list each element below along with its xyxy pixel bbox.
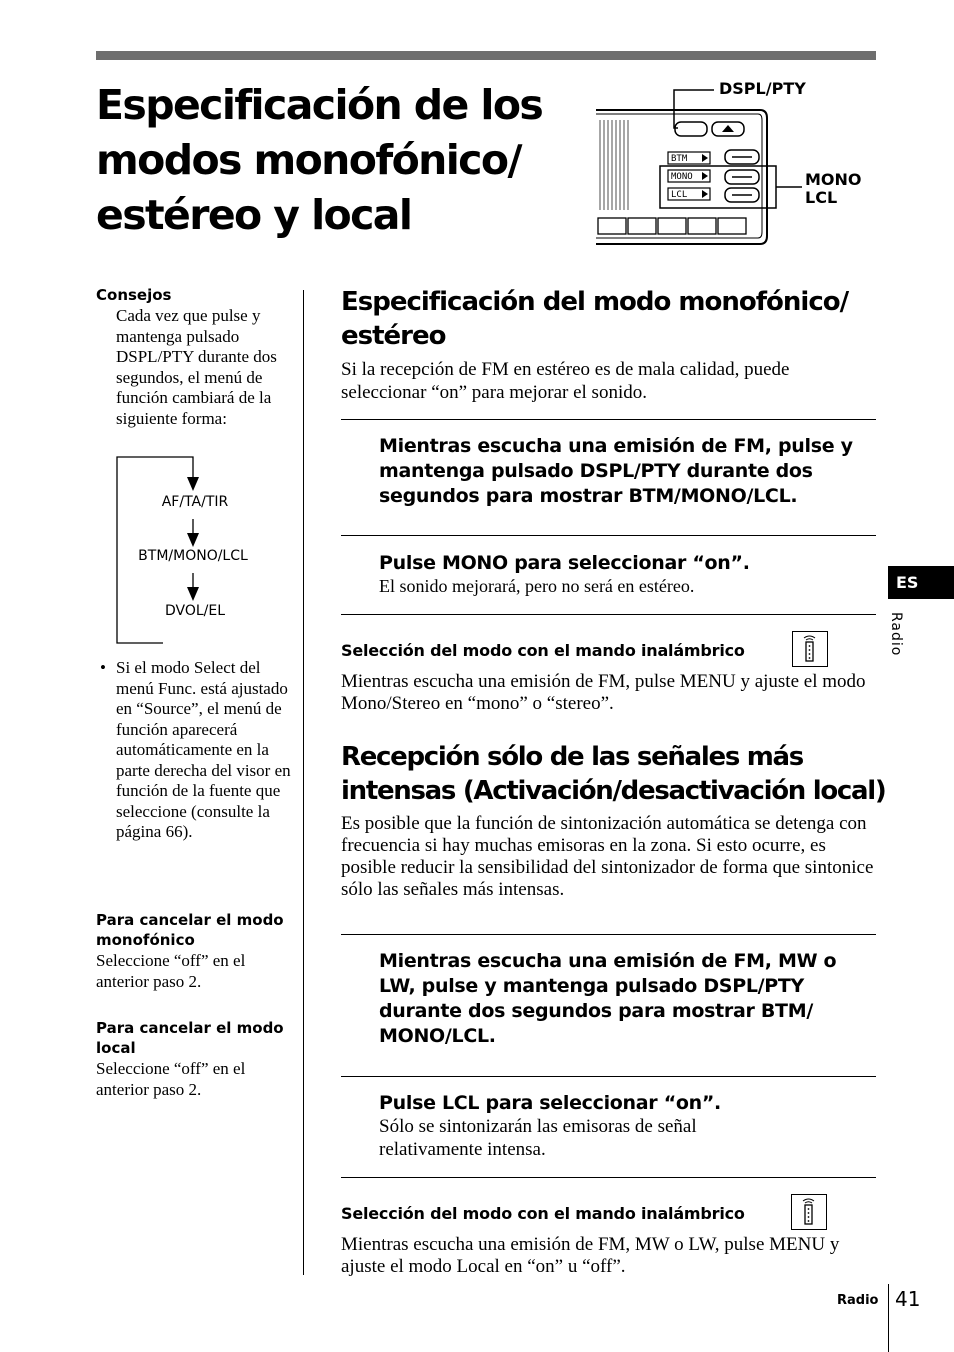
section1-step1: Mientras escucha una emisión de FM, pulse y mantenga pulsado DSPL/PTY durante dos segundos para mostrar BTM/MONO/LCL.: [379, 435, 853, 507]
cancel-local-text: Seleccione “off” en el anterior paso 2.: [96, 1059, 246, 1099]
section2-intro: Es posible que la función de sintonización automática se detenga con frecuencia si hay muchas emisoras en la zona. Si esto ocurre, es posible reducir la sensibilidad del sintonizador de forma que sintonice sólo las señales más intensas.: [341, 813, 874, 900]
section2-rule-3: [341, 1177, 876, 1178]
page-title: [96, 78, 596, 243]
device-illustration: [590, 80, 880, 250]
top-rule: [96, 51, 876, 60]
dspl-pty-button-shape: [675, 122, 707, 136]
section1-step2: Pulse MONO para seleccionar “on”.: [379, 552, 750, 574]
section1-step2-note: El sonido mejorará, pero no será en estéreo.: [379, 576, 695, 596]
section1-rule-1: [341, 419, 876, 420]
cancel-local-heading: Para cancelar el modo local: [96, 1019, 284, 1057]
section2-title: Recepción sólo de las señales más intensas (Activación/desactivación local): [341, 742, 886, 806]
mono-callout: MONO: [805, 170, 862, 189]
remote-control-icon: [792, 631, 828, 667]
section1-title: Especificación del modo monofónico/ estéreo: [341, 287, 849, 351]
flow-step-aftatir: AF/TA/TIR: [161, 494, 229, 510]
section2-remote-heading: Selección del modo con el mando inalámbrico: [341, 1204, 745, 1223]
title-line-3: estéreo y local: [96, 191, 412, 239]
bullet-text: Si el modo Select del menú Func. está ajustado en “Source”, el menú de función aparecerá automáticamente en la parte derecha del visor en función de la fuente que seleccione (consulte la página 66).: [116, 658, 291, 841]
section2-rule-1: [341, 934, 876, 935]
section1-rule-3: [341, 614, 876, 615]
flow-step-dvolel: DVOL/EL: [164, 603, 226, 619]
cancel-mono-text: Seleccione “off” en el anterior paso 2.: [96, 951, 246, 991]
footer-rule: [888, 1284, 889, 1352]
tips-heading: Consejos: [96, 286, 172, 304]
section2-step2: Pulse LCL para seleccionar “on”.: [379, 1092, 721, 1114]
section1-remote-text: Mientras escucha una emisión de FM, pulse MENU y ajuste el modo Mono/Stereo en “mono” o “stereo”.: [341, 671, 866, 714]
section2-rule-2: [341, 1076, 876, 1077]
cancel-mono-heading: Para cancelar el modo monofónico: [96, 911, 284, 949]
footer-section-label: Radio: [837, 1293, 879, 1308]
bullet-dot: •: [100, 658, 106, 677]
section2-step1: Mientras escucha una emisión de FM, MW o LW, pulse y mantenga pulsado DSPL/PTY durante dos segundos para mostrar BTM/ MONO/LCL.: [379, 950, 837, 1047]
page-number: 41: [895, 1287, 921, 1311]
display-btm: BTM: [671, 154, 688, 164]
remote-control-icon: [791, 1194, 827, 1230]
display-mono: MONO: [671, 172, 693, 182]
display-lcl: LCL: [671, 190, 688, 200]
language-tab: ES: [888, 566, 954, 599]
title-line-1: Especificación de los: [96, 81, 543, 129]
car-stereo-panel-drawing: [590, 80, 880, 250]
section2-remote-text: Mientras escucha una emisión de FM, MW o LW, pulse MENU y ajuste el modo Local en “on” u “off”.: [341, 1234, 840, 1277]
section-side-label: Radio: [888, 612, 904, 657]
dspl-pty-callout: DSPL/PTY: [719, 79, 806, 98]
lcl-callout: LCL: [805, 188, 838, 207]
section1-rule-2: [341, 535, 876, 536]
column-divider: [303, 290, 304, 1275]
section1-intro: Si la recepción de FM en estéreo es de mala calidad, puede seleccionar “on” para mejorar el sonido.: [341, 359, 790, 403]
tips-text: Cada vez que pulse y mantenga pulsado DSPL/PTY durante dos segundos, el menú de función cambiará de la siguiente forma:: [116, 306, 277, 428]
title-line-2: modos monofónico/: [96, 136, 521, 184]
section1-remote-heading: Selección del modo con el mando inalámbrico: [341, 641, 745, 660]
function-menu-flow: [115, 455, 300, 645]
section2-step2-note: Sólo se sintonizarán las emisoras de señal relativamente intensa.: [379, 1116, 697, 1160]
flow-step-btmmonolcl: BTM/MONO/LCL: [138, 548, 248, 564]
